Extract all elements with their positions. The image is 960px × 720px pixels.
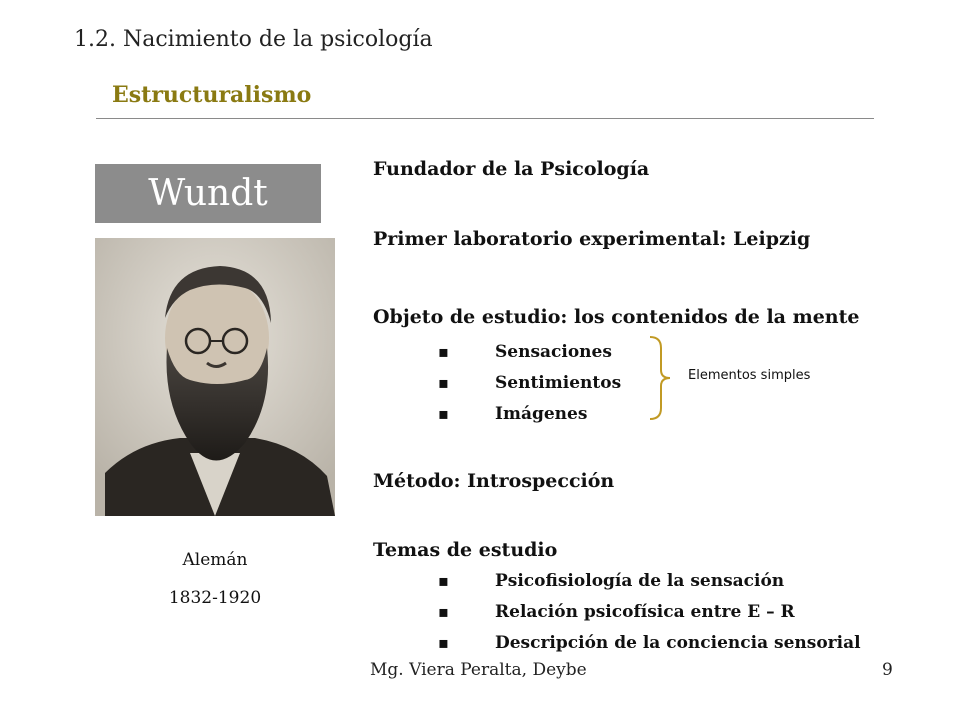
slide-subtitle: Estructuralismo [112, 82, 312, 108]
footer-author: Mg. Viera Peralta, Deybe [370, 660, 587, 680]
founder-heading: Fundador de la Psicología [373, 158, 650, 180]
method-heading: Método: Introspección [373, 470, 615, 492]
object-heading: Objeto de estudio: los contenidos de la mente [373, 306, 860, 328]
topics-heading: Temas de estudio [373, 539, 558, 561]
person-nationality: Alemán [182, 550, 248, 570]
lab-heading: Primer laboratorio experimental: Leipzig [373, 228, 811, 250]
element-item: Sensaciones [495, 342, 612, 362]
bullet-icon: ▪ [438, 633, 449, 652]
section-title: 1.2. Nacimiento de la psicología [74, 27, 433, 52]
brace-icon [648, 336, 684, 420]
page-number: 9 [882, 660, 893, 680]
bullet-icon: ▪ [438, 404, 449, 423]
topic-item: Descripción de la conciencia sensorial [495, 633, 861, 653]
topic-item: Psicofisiología de la sensación [495, 571, 785, 591]
portrait-photo [95, 238, 335, 516]
elements-label: Elementos simples [688, 368, 811, 383]
bullet-icon: ▪ [438, 342, 449, 361]
bullet-icon: ▪ [438, 602, 449, 621]
bullet-icon: ▪ [438, 373, 449, 392]
element-item: Imágenes [495, 404, 588, 424]
element-item: Sentimientos [495, 373, 622, 393]
bullet-icon: ▪ [438, 571, 449, 590]
person-name-banner: Wundt [95, 164, 321, 223]
topic-item: Relación psicofísica entre E – R [495, 602, 795, 622]
header-divider [96, 118, 874, 119]
person-lifespan: 1832-1920 [168, 588, 262, 608]
